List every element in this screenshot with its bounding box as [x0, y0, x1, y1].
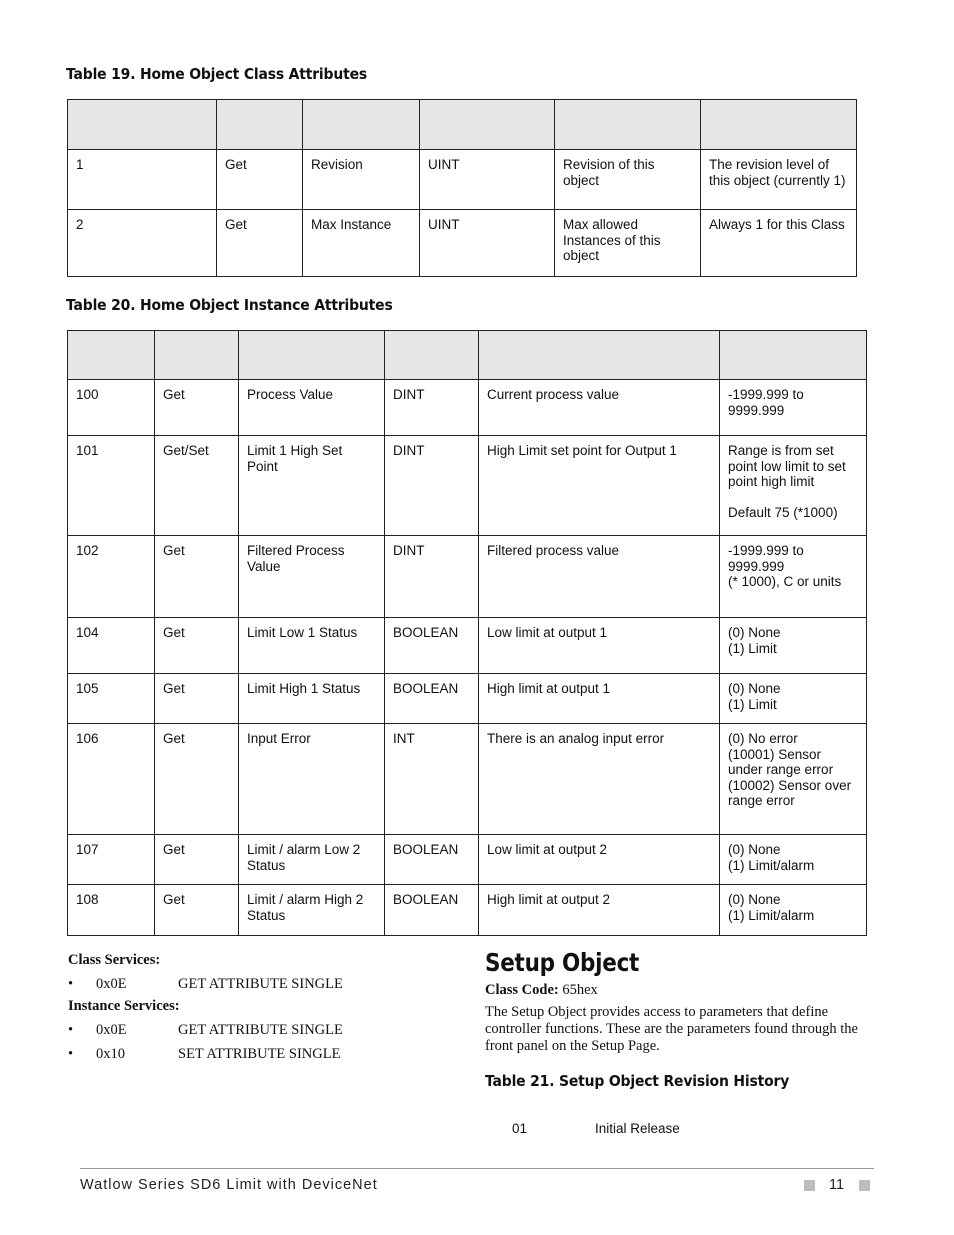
header-cell	[701, 100, 857, 150]
cell: Limit / alarm High 2 Status	[239, 885, 385, 936]
cell: Process Value	[239, 380, 385, 436]
header-cell	[217, 100, 303, 150]
revision-number: 01	[512, 1121, 528, 1136]
table-row	[68, 835, 867, 885]
cell: Max allowed Instances of this object	[555, 210, 701, 277]
header-cell	[420, 100, 555, 150]
cell: Get	[155, 674, 239, 724]
cell: Limit Low 1 Status	[239, 618, 385, 674]
cell: (0) None (1) Limit	[720, 674, 867, 724]
table-row	[68, 674, 867, 724]
square-bullet-icon	[859, 1180, 870, 1191]
cell: Get/Set	[155, 436, 239, 536]
instance-services-heading: Instance Services:	[68, 998, 180, 1014]
cell: (0) No error (10001) Sensor under range error (10002) Sensor over range error	[720, 724, 867, 835]
cell: DINT	[385, 436, 479, 536]
cell: 101	[68, 436, 155, 536]
cell: Limit High 1 Status	[239, 674, 385, 724]
cell: 2	[68, 210, 217, 277]
cell: (0) None (1) Limit/alarm	[720, 885, 867, 936]
cell: INT	[385, 724, 479, 835]
cell: There is an analog input error	[479, 724, 720, 835]
table-header-row	[68, 100, 857, 150]
cell: Low limit at output 2	[479, 835, 720, 885]
cell: DINT	[385, 380, 479, 436]
cell: Filtered Process Value	[239, 536, 385, 618]
table-header-row	[68, 331, 867, 380]
table-row	[68, 724, 867, 835]
section-description: The Setup Object provides access to parameters that define controller functions. These are the parameters found through the front panel on the Setup Page.	[485, 1004, 858, 1054]
cell: DINT	[385, 536, 479, 618]
footer-divider	[80, 1168, 874, 1169]
cell: BOOLEAN	[385, 618, 479, 674]
table-row	[68, 618, 867, 674]
cell: 108	[68, 885, 155, 936]
cell: 105	[68, 674, 155, 724]
cell: Filtered process value	[479, 536, 720, 618]
cell: BOOLEAN	[385, 885, 479, 936]
cell: BOOLEAN	[385, 674, 479, 724]
cell: UINT	[420, 210, 555, 277]
cell: Get	[217, 210, 303, 277]
table-row	[68, 210, 857, 277]
cell: Low limit at output 1	[479, 618, 720, 674]
header-cell	[303, 100, 420, 150]
cell: Get	[155, 536, 239, 618]
header-cell	[385, 331, 479, 380]
cell: 106	[68, 724, 155, 835]
cell: UINT	[420, 150, 555, 210]
square-bullet-icon	[804, 1180, 815, 1191]
cell: -1999.999 to 9999.999	[720, 380, 867, 436]
table-19	[67, 99, 857, 277]
header-cell	[239, 331, 385, 380]
table-row	[68, 380, 867, 436]
service-code: 0x10	[96, 1046, 125, 1062]
table-row	[68, 436, 867, 536]
bullet: •	[68, 1046, 74, 1062]
cell: The revision level of this object (currently 1)	[701, 150, 857, 210]
table-row	[68, 150, 857, 210]
table-21-caption: Table 21. Setup Object Revision History	[485, 1072, 790, 1090]
cell: Get	[155, 724, 239, 835]
header-cell	[68, 331, 155, 380]
service-name: GET ATTRIBUTE SINGLE	[178, 976, 343, 992]
cell: Limit / alarm Low 2 Status	[239, 835, 385, 885]
class-services-heading: Class Services:	[68, 952, 161, 968]
table-20	[67, 330, 867, 936]
section-title: Setup Object	[485, 948, 640, 977]
bullet: •	[68, 1022, 74, 1038]
cell: Input Error	[239, 724, 385, 835]
class-code-value: 65hex	[562, 982, 598, 998]
table-19-caption: Table 19. Home Object Class Attributes	[66, 65, 367, 83]
cell: 1	[68, 150, 217, 210]
service-code: 0x0E	[96, 976, 127, 992]
cell: Revision of this object	[555, 150, 701, 210]
class-code-label: Class Code:	[485, 982, 559, 998]
cell: Current process value	[479, 380, 720, 436]
cell: Limit 1 High Set Point	[239, 436, 385, 536]
cell: (0) None (1) Limit/alarm	[720, 835, 867, 885]
class-code	[485, 982, 598, 999]
cell: Get	[155, 835, 239, 885]
revision-text: Initial Release	[595, 1121, 680, 1136]
cell: 102	[68, 536, 155, 618]
cell: Get	[217, 150, 303, 210]
footer-title: Watlow Series SD6 Limit with DeviceNet	[80, 1177, 378, 1193]
cell: High limit at output 1	[479, 674, 720, 724]
cell: -1999.999 to 9999.999 (* 1000), C or units	[720, 536, 867, 618]
cell: Revision	[303, 150, 420, 210]
header-cell	[555, 100, 701, 150]
cell: Get	[155, 618, 239, 674]
table-row	[68, 536, 867, 618]
header-cell	[720, 331, 867, 380]
cell: 100	[68, 380, 155, 436]
cell: Max Instance	[303, 210, 420, 277]
service-name: SET ATTRIBUTE SINGLE	[178, 1046, 341, 1062]
cell: High Limit set point for Output 1	[479, 436, 720, 536]
header-cell	[479, 331, 720, 380]
table-20-caption: Table 20. Home Object Instance Attributes	[66, 296, 393, 314]
service-name: GET ATTRIBUTE SINGLE	[178, 1022, 343, 1038]
bullet: •	[68, 976, 74, 992]
cell: Always 1 for this Class	[701, 210, 857, 277]
cell: Get	[155, 885, 239, 936]
page-number: 11	[829, 1177, 845, 1193]
header-cell	[155, 331, 239, 380]
header-cell	[68, 100, 217, 150]
table-row	[68, 885, 867, 936]
cell: 107	[68, 835, 155, 885]
cell: Get	[155, 380, 239, 436]
cell: Range is from set point low limit to set point high limit Default 75 (*1000)	[720, 436, 867, 536]
cell: BOOLEAN	[385, 835, 479, 885]
service-code: 0x0E	[96, 1022, 127, 1038]
cell: 104	[68, 618, 155, 674]
cell: (0) None (1) Limit	[720, 618, 867, 674]
cell: High limit at output 2	[479, 885, 720, 936]
